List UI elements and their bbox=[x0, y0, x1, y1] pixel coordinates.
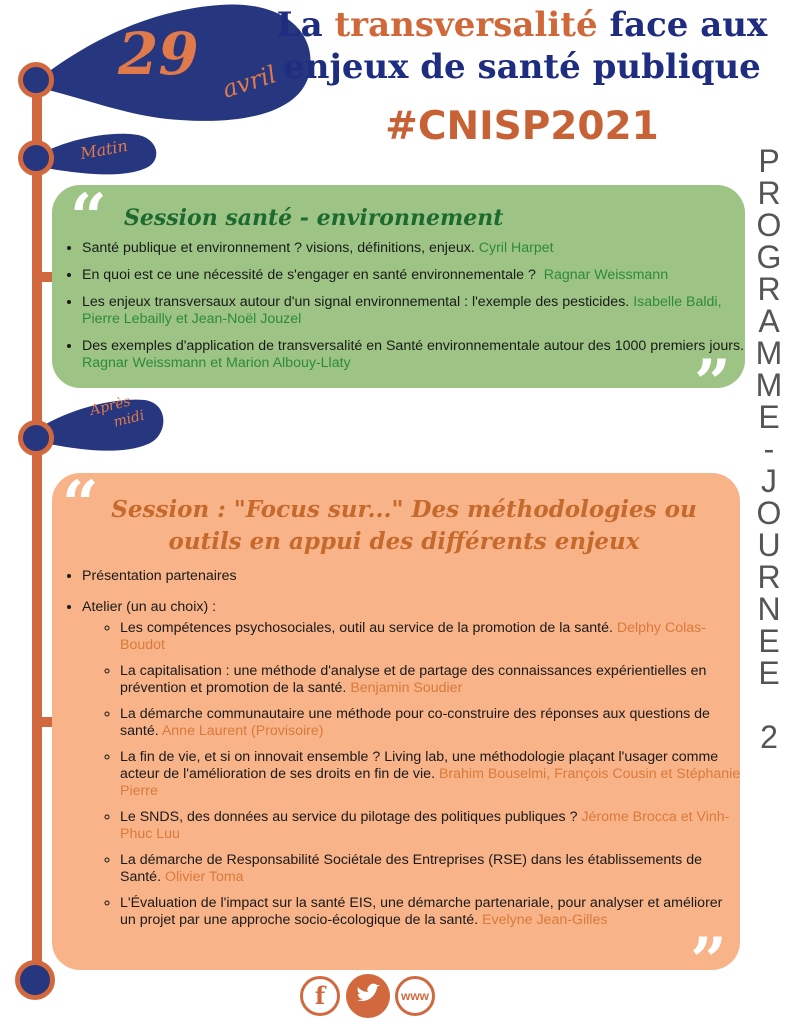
date-day: 29 bbox=[118, 20, 199, 88]
timeline-node-morning bbox=[18, 140, 54, 176]
vertical-programme-label: P R O G R A M M E - J O U R N E E 2 bbox=[755, 143, 783, 755]
close-quote-icon-2: ” bbox=[690, 924, 727, 999]
close-quote-icon: ” bbox=[694, 346, 731, 421]
title-part1: La bbox=[276, 5, 323, 45]
workshop-item: ◦ La capitalisation : une méthode d'analyse et de partage des connaissances expérientielles en prévention et promotion de la santé. Benjamin Soudier bbox=[120, 663, 742, 697]
afternoon-label: Après midi bbox=[88, 393, 147, 431]
workshop-item: ◦ L'Évaluation de l'impact sur la santé EIS, une démarche partenariale, pour analyser et améliorer un projet par une approche socio-écologique de la santé. Evelyne Jean-Gilles bbox=[120, 895, 742, 929]
title-line2: enjeux de santé publique bbox=[283, 47, 761, 87]
workshop-item: ◦ La démarche de Responsabilité Sociétale des Entreprises (RSE) dans les établissements de Santé. Olivier Toma bbox=[120, 852, 742, 886]
session2-title: Session : "Focus sur..." Des méthodologies ou outils en appui des différents enjeux bbox=[111, 496, 697, 555]
page-title bbox=[262, 4, 782, 88]
workshop-item: ◦ Les compétences psychosociales, outil au service de la promotion de la santé. Delphy Colas-Boudot bbox=[120, 620, 742, 654]
twitter-icon[interactable] bbox=[346, 974, 390, 1018]
open-quote-icon: “ bbox=[70, 180, 107, 255]
date-month: avril bbox=[219, 60, 280, 104]
session1-list bbox=[62, 240, 750, 382]
list-item: • Atelier (un au choix) : ◦ Les compétences psychosociales, outil au service de la promotion de la santé. Delphy Colas-Boudot ◦ La capitalisation : une méthode d'analyse et de partage des connaissances expérientielles en prévention et promotion de la santé. Benjamin Soudier ◦ La démarche communautaire une méthode pour co-construire des réponses aux questions de santé. Anne Laurent (Provisoire) ◦ La fin de vie, et si on innovait ensemble ? Living lab, une méthodologie plaçant l'usager comme acteur de l'amélioration de ses droits en fin de vie. Brahim Bouselmi, François Cousin et Stéphanie Pierre ◦ Le SNDS, des données au service du pilotage des politiques publiques ? Jérome Brocca et Vinh-Phuc Luu ◦ La démarche de Responsabilité Sociétale des Entreprises (RSE) dans les établissements de Santé. Olivier Toma ◦ L'Évaluation de l'impact sur la santé EIS, une démarche partenariale, pour analyser et améliorer un projet par une approche socio-écologique de la santé. Evelyne Jean-Gilles bbox=[82, 599, 742, 929]
morning-label: Matin bbox=[78, 135, 130, 164]
workshop-item: ◦ La démarche communautaire une méthode pour co-construire des réponses aux questions de santé. Anne Laurent (Provisoire) bbox=[120, 706, 742, 740]
timeline-node-afternoon bbox=[18, 420, 54, 456]
title-part2: face aux bbox=[609, 5, 768, 45]
title-highlight: transversalité bbox=[334, 5, 598, 45]
list-item: • Des exemples d'application de transversalité en Santé environnementale autour des 1000 premiers jours. Ragnar Weissmann et Marion Albouy-Llaty bbox=[82, 338, 750, 372]
workshop-item: ◦ Le SNDS, des données au service du pilotage des politiques publiques ? Jérome Brocca et Vinh-Phuc Luu bbox=[120, 809, 742, 843]
session1-title: Session santé - environnement bbox=[124, 205, 504, 231]
timeline-node-top bbox=[18, 62, 54, 98]
hashtag: #CNISP2021 bbox=[385, 104, 659, 149]
session2-list bbox=[62, 568, 742, 943]
list-item: • Les enjeux transversaux autour d'un signal environnemental : l'exemple des pesticides. Isabelle Baldi, Pierre Lebailly et Jean-Noël Jouzel bbox=[82, 294, 750, 328]
list-item: • En quoi est ce une nécessité de s'engager en santé environnementale ? Ragnar Weissmann bbox=[82, 267, 750, 284]
website-icon[interactable]: www bbox=[395, 976, 435, 1016]
timeline-line bbox=[32, 80, 42, 980]
open-quote-icon-2: “ bbox=[62, 467, 99, 542]
list-item: • Présentation partenaires bbox=[82, 568, 742, 585]
workshop-item: ◦ La fin de vie, et si on innovait ensemble ? Living lab, une méthodologie plaçant l'usager comme acteur de l'amélioration de ses droits en fin de vie. Brahim Bouselmi, François Cousin et Stéphanie Pierre bbox=[120, 749, 742, 800]
facebook-icon[interactable]: f bbox=[300, 976, 340, 1016]
list-item: • Santé publique et environnement ? visions, définitions, enjeux. Cyril Harpet bbox=[82, 240, 750, 257]
timeline-node-bottom bbox=[15, 960, 55, 1000]
workshop-list bbox=[82, 620, 742, 929]
